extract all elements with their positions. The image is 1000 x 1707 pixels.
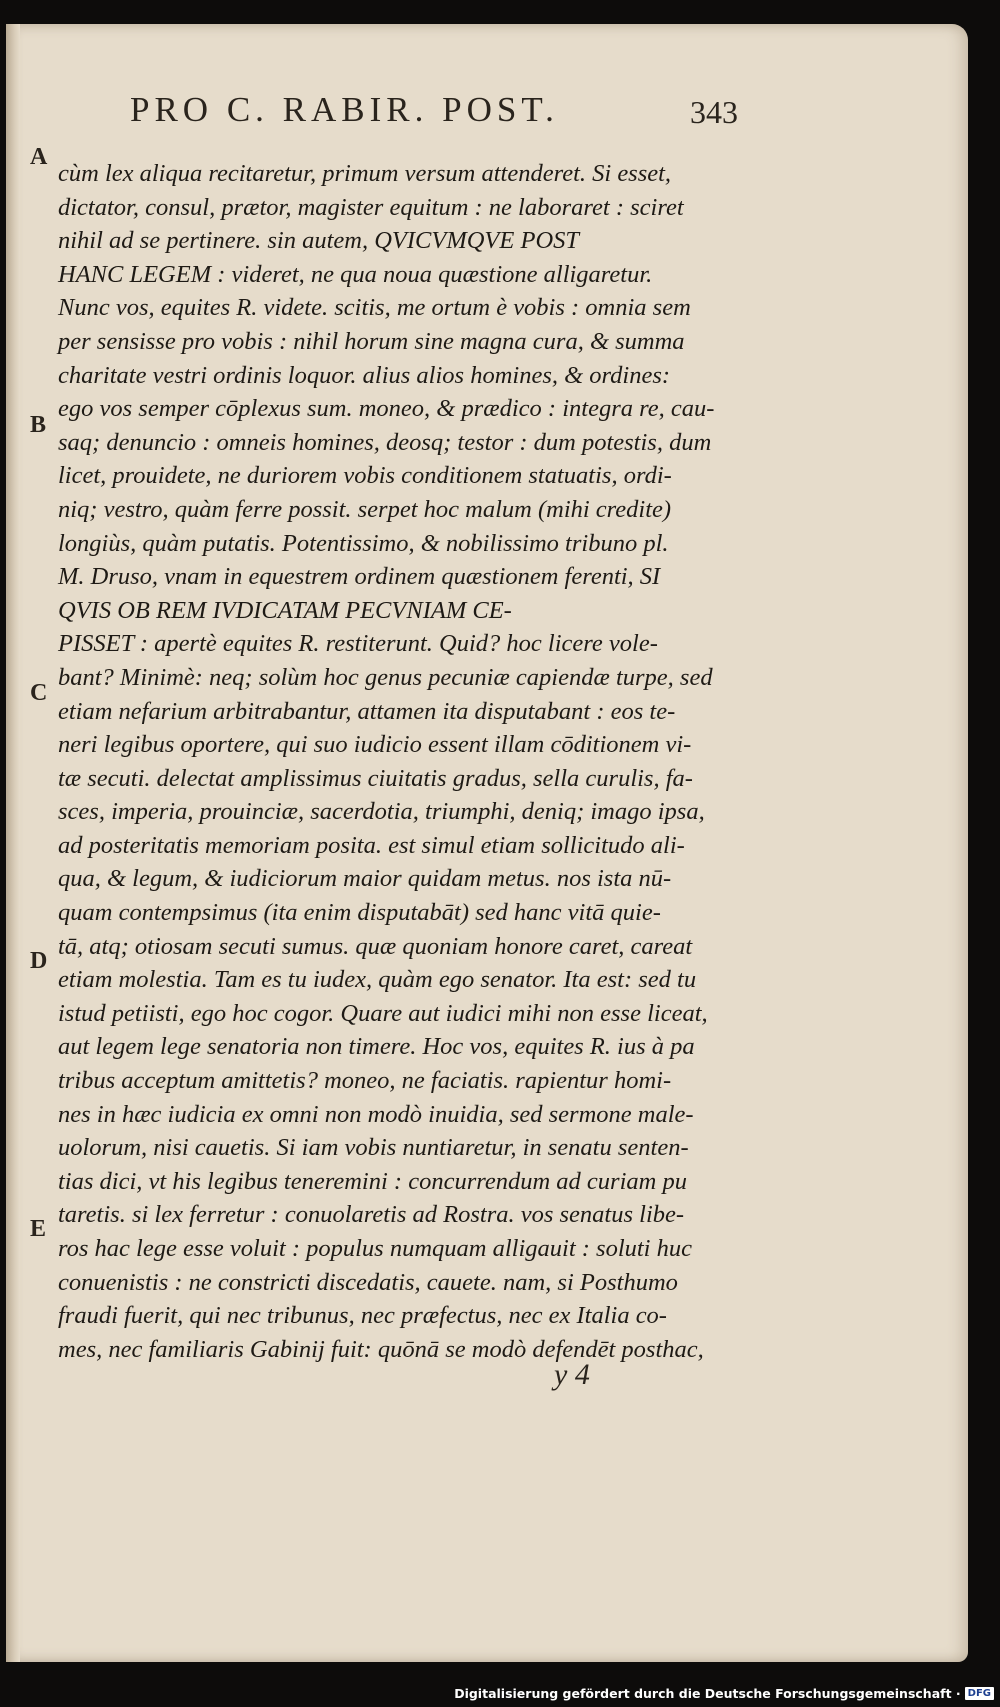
text-line: quam contempsimus (ita enim disputabāt) sed hanc vitā quie- [58, 899, 661, 927]
body-text [58, 157, 748, 1366]
dfg-logo: DFG [965, 1687, 994, 1700]
text-line: PISSET : apertè equites R. restiterunt. Quid? hoc licere vole- [58, 630, 658, 658]
text-line: dictator, consul, prætor, magister equitum : ne laboraret : sciret [58, 193, 684, 221]
text-line: nihil ad se pertinere. sin autem, QVICVMQVE POST [58, 227, 580, 255]
text-line: per sensisse pro vobis : nihil horum sine magna cura, & summa [58, 327, 685, 355]
text-line: ad posteritatis memoriam posita. est simul etiam sollicitudo ali- [58, 831, 685, 859]
text-line: licet, prouidete, ne duriorem vobis conditionem statuatis, ordi- [58, 462, 672, 490]
text-line: Nunc vos, equites R. videte. scitis, me ortum è vobis : omnia sem [58, 294, 691, 322]
signature-mark: y 4 [554, 1358, 590, 1391]
text-line: tias dici, vt his legibus teneremini : concurrendum ad curiam pu [58, 1167, 687, 1195]
text-line: QVIS OB REM IVDICATAM PECVNIAM CE- [58, 596, 512, 624]
text-line: longiùs, quàm putatis. Potentissimo, & nobilissimo tribuno pl. [58, 529, 669, 557]
text-line: tribus acceptum amittetis? moneo, ne faciatis. rapientur homi- [58, 1067, 672, 1095]
text-line: saq; denuncio : omneis homines, deosq; testor : dum potestis, dum [58, 428, 712, 456]
text-line: qua, & legum, & iudiciorum maior quidam metus. nos ista nū- [58, 865, 672, 893]
text-line: charitate vestri ordinis loquor. alius alios homines, & ordines: [58, 361, 671, 389]
text-line: HANC LEGEM : videret, ne qua noua quæstione alligaretur. [58, 260, 653, 288]
text-line: fraudi fuerit, qui nec tribunus, nec præfectus, nec ex Italia co- [58, 1302, 667, 1330]
section-letter-b: B [30, 412, 47, 438]
text-line: etiam nefarium arbitrabantur, attamen ita disputabant : eos te- [58, 697, 676, 725]
text-line: mes, nec familiaris Gabinij fuit: quōnā se modò defendēt posthac, [58, 1335, 704, 1363]
text-line: aut legem lege senatoria non timere. Hoc vos, equites R. ius à pa [58, 1033, 695, 1061]
text-line: sces, imperia, prouinciæ, sacerdotia, triumphi, deniq; imago ipsa, [58, 798, 705, 826]
footer-credit: Digitalisierung gefördert durch die Deutsche Forschungsgemeinschaft · [454, 1685, 961, 1701]
page-number: 343 [690, 94, 738, 130]
text-line: bant? Minimè: neq; solùm hoc genus pecuniæ capiendæ turpe, sed [58, 663, 713, 691]
book-page [6, 24, 968, 1662]
text-line: nes in hæc iudicia ex omni non modò inuidia, sed sermone male- [58, 1100, 694, 1128]
text-line: M. Druso, vnam in equestrem ordinem quæstionem ferenti, SI [58, 563, 661, 591]
text-line: taretis. si lex ferretur : conuolaretis ad Rostra. vos senatus libe- [58, 1201, 685, 1229]
text-line: conuenistis : ne constricti discedatis, cauete. nam, si Posthumo [58, 1268, 678, 1296]
page-gutter-shadow [6, 24, 20, 1662]
digitization-footer [454, 1684, 994, 1702]
section-letter-e: E [30, 1216, 47, 1242]
text-line: ego vos semper cōplexus sum. moneo, & prædico : integra re, cau- [58, 395, 715, 423]
section-letter-c: C [30, 680, 48, 706]
text-line: tæ secuti. delectat amplissimus ciuitatis gradus, sella curulis, fa- [58, 764, 693, 792]
text-line: uolorum, nisi cauetis. Si iam vobis nuntiaretur, in senatu senten- [58, 1134, 689, 1162]
text-line: ros hac lege esse voluit : populus numquam alligauit : soluti huc [58, 1235, 692, 1262]
running-head: PRO C. RABIR. POST. [130, 90, 559, 129]
text-line: neri legibus oportere, qui suo iudicio essent illam cōditionem vi- [58, 731, 692, 759]
section-letter-d: D [30, 948, 48, 974]
text-line: niq; vestro, quàm ferre possit. serpet hoc malum (mihi credite) [58, 495, 672, 523]
text-line: etiam molestia. Tam es tu iudex, quàm ego senator. Ita est: sed tu [58, 966, 697, 994]
text-line: istud petiisti, ego hoc cogor. Quare aut iudici mihi non esse liceat, [58, 999, 708, 1027]
text-line: cùm lex aliqua recitaretur, primum versum attenderet. Si esset, [58, 160, 672, 187]
section-letter-a: A [30, 144, 48, 170]
text-line: tā, atq; otiosam secuti sumus. quæ quoniam honore caret, careat [58, 932, 693, 960]
